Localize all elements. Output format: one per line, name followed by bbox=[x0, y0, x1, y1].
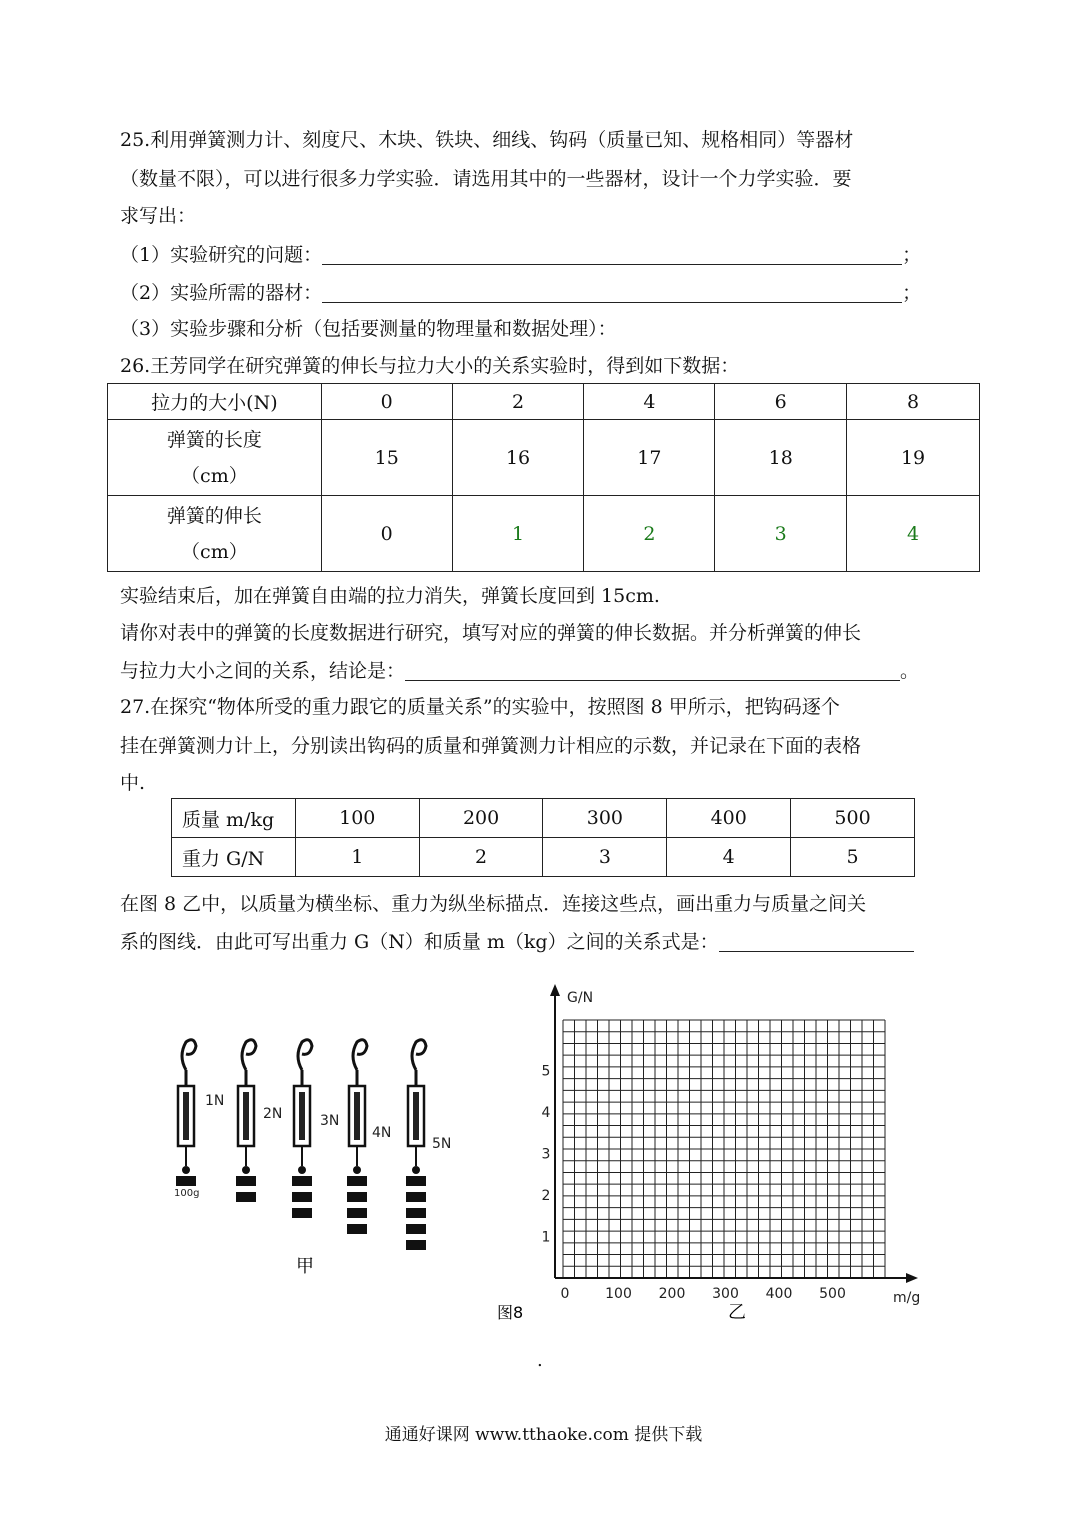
extension-label bbox=[108, 496, 322, 572]
spring-scale-3 bbox=[292, 1040, 312, 1218]
q25-item2 bbox=[120, 280, 921, 306]
extension-label-line1: 弹簧的伸长 bbox=[166, 504, 262, 527]
length-cell: 16 bbox=[452, 420, 584, 496]
y-tick-label: 4 bbox=[541, 1105, 551, 1121]
table-row-gravity bbox=[172, 838, 915, 877]
figure-jia-label: 甲 bbox=[296, 1256, 314, 1277]
q26-after2: 请你对表中的弹簧的长度数据进行研究，填写对应的弹簧的伸长数据。并分析弹簧的伸长 bbox=[120, 622, 862, 644]
q27-line1: 27.在探究“物体所受的重力跟它的质量关系”的实验中，按照图 8 甲所示，把钩码逐个 bbox=[120, 696, 840, 718]
q26-after3-text: 与拉力大小之间的关系，结论是： bbox=[120, 660, 406, 682]
y-tick-label: 1 bbox=[541, 1229, 551, 1246]
length-label bbox=[108, 420, 322, 496]
q25-line2: （数量不限），可以进行很多力学实验．请选用其中的一些器材，设计一个力学实验．要 bbox=[120, 168, 852, 190]
footer-credit: 通通好课网 www.tthaoke.com 提供下载 bbox=[384, 1425, 703, 1445]
mass-cell: 200 bbox=[419, 799, 543, 838]
q25-answer-blank-2[interactable] bbox=[322, 282, 902, 303]
y-tick-label: 3 bbox=[541, 1146, 551, 1163]
figure-8-label: 图8 bbox=[497, 1303, 524, 1322]
q27-after2-text: 系的图线．由此可写出重力 G（N）和质量 m（kg）之间的关系式是： bbox=[120, 931, 719, 953]
y-axis-arrow-icon bbox=[550, 984, 560, 996]
extension-cell[interactable]: 3 bbox=[715, 496, 847, 572]
force-cell: 2 bbox=[452, 384, 584, 420]
y-tick-label: 5 bbox=[541, 1063, 551, 1080]
table-row-force bbox=[108, 384, 980, 420]
x-tick-label: 400 bbox=[765, 1286, 793, 1302]
mass-cell: 500 bbox=[791, 799, 915, 838]
table-row-extension bbox=[108, 496, 980, 572]
q26-intro: 26.王芳同学在研究弹簧的伸长与拉力大小的关系实验时，得到如下数据： bbox=[120, 355, 740, 377]
table-row-length bbox=[108, 420, 980, 496]
extension-label-line2: （cm） bbox=[181, 540, 248, 563]
q27-after1: 在图 8 乙中，以质量为横坐标、重力为纵坐标描点．连接这些点，画出重力与质量之间关 bbox=[120, 893, 867, 915]
force-cell: 8 bbox=[847, 384, 980, 420]
gravity-cell: 5 bbox=[791, 838, 915, 877]
gravity-label: 重力 G/N bbox=[172, 838, 296, 877]
q27-formula-blank[interactable] bbox=[719, 931, 914, 952]
q25-item2-text: （2）实验所需的器材： bbox=[120, 282, 323, 304]
x-tick-label: 100 bbox=[605, 1286, 632, 1302]
extension-cell: 0 bbox=[321, 496, 452, 572]
q25-semicolon-2: ； bbox=[902, 282, 922, 304]
force-cell: 4 bbox=[584, 384, 715, 420]
q25-line1: 25.利用弹簧测力计、刻度尺、木块、铁块、细线、钩码（质量已知、规格相同）等器材 bbox=[120, 129, 854, 151]
scale-reading-3: 3N bbox=[320, 1113, 340, 1129]
spring-scale-1 bbox=[176, 1040, 196, 1186]
q27-line3: 中. bbox=[120, 772, 146, 794]
x-axis-arrow-icon bbox=[906, 1273, 918, 1283]
q26-after3 bbox=[120, 658, 919, 684]
extension-cell[interactable]: 4 bbox=[847, 496, 980, 572]
q25-answer-blank-1[interactable] bbox=[322, 244, 902, 265]
gravity-mass-grid bbox=[542, 984, 921, 1323]
scale-reading-1: 1N bbox=[205, 1093, 225, 1109]
q25-line3: 求写出： bbox=[120, 205, 197, 227]
mass-label: 质量 m/kg bbox=[172, 799, 296, 838]
q25-item1-text: （1）实验研究的问题： bbox=[120, 244, 323, 266]
length-cell: 19 bbox=[847, 420, 980, 496]
gravity-cell: 2 bbox=[419, 838, 543, 877]
x-tick-label: 300 bbox=[712, 1286, 739, 1302]
length-cell: 18 bbox=[715, 420, 847, 496]
spring-scales-illustration bbox=[174, 1040, 451, 1277]
spring-data-table bbox=[107, 383, 980, 572]
x-tick-label: 500 bbox=[819, 1286, 846, 1302]
q25-semicolon-1: ； bbox=[902, 244, 922, 266]
length-label-line1: 弹簧的长度 bbox=[166, 428, 262, 451]
spring-scale-2 bbox=[236, 1040, 256, 1202]
q26-conclusion-blank[interactable] bbox=[405, 660, 900, 681]
scale-reading-5: 5N bbox=[432, 1136, 452, 1152]
extension-cell[interactable]: 2 bbox=[584, 496, 715, 572]
mass-cell: 300 bbox=[543, 799, 667, 838]
q27-line2: 挂在弹簧测力计上，分别读出钩码的质量和弹簧测力计相应的示数，并记录在下面的表格 bbox=[120, 735, 862, 757]
force-label: 拉力的大小(N) bbox=[108, 384, 322, 420]
y-axis-label: G/N bbox=[567, 990, 594, 1006]
scale-reading-2: 2N bbox=[263, 1106, 283, 1122]
force-cell: 6 bbox=[715, 384, 847, 420]
gravity-cell: 4 bbox=[667, 838, 791, 877]
figure-8 bbox=[0, 970, 1087, 1330]
mass-gravity-table bbox=[171, 798, 915, 877]
x-tick-label: 200 bbox=[658, 1286, 686, 1302]
q27-after2 bbox=[120, 929, 914, 955]
gravity-cell: 3 bbox=[543, 838, 667, 877]
force-cell: 0 bbox=[321, 384, 452, 420]
table-row-mass bbox=[172, 799, 915, 838]
mass-cell: 100 bbox=[295, 799, 419, 838]
figure-yi-label: 乙 bbox=[728, 1302, 746, 1323]
x-axis-label: m/g bbox=[893, 1290, 921, 1306]
q26-period: 。 bbox=[900, 660, 920, 682]
mass-cell: 400 bbox=[667, 799, 791, 838]
q25-item3: （3）实验步骤和分析（包括要测量的物理量和数据处理）： bbox=[120, 318, 617, 340]
extension-cell[interactable]: 1 bbox=[452, 496, 584, 572]
stray-dot: . bbox=[537, 1350, 543, 1371]
length-cell: 17 bbox=[584, 420, 715, 496]
spring-scale-5 bbox=[406, 1040, 426, 1250]
length-cell: 15 bbox=[321, 420, 452, 496]
spring-scale-4 bbox=[347, 1040, 367, 1234]
grid-lines bbox=[563, 1020, 885, 1278]
weight-label: 100g bbox=[174, 1188, 200, 1199]
gravity-cell: 1 bbox=[295, 838, 419, 877]
q26-after1: 实验结束后，加在弹簧自由端的拉力消失，弹簧长度回到 15cm. bbox=[120, 585, 660, 607]
scale-reading-4: 4N bbox=[372, 1125, 392, 1141]
length-label-line2: （cm） bbox=[181, 464, 248, 487]
y-tick-label: 2 bbox=[541, 1188, 551, 1204]
q25-item1 bbox=[120, 242, 921, 268]
x-tick-label: 0 bbox=[560, 1286, 570, 1302]
